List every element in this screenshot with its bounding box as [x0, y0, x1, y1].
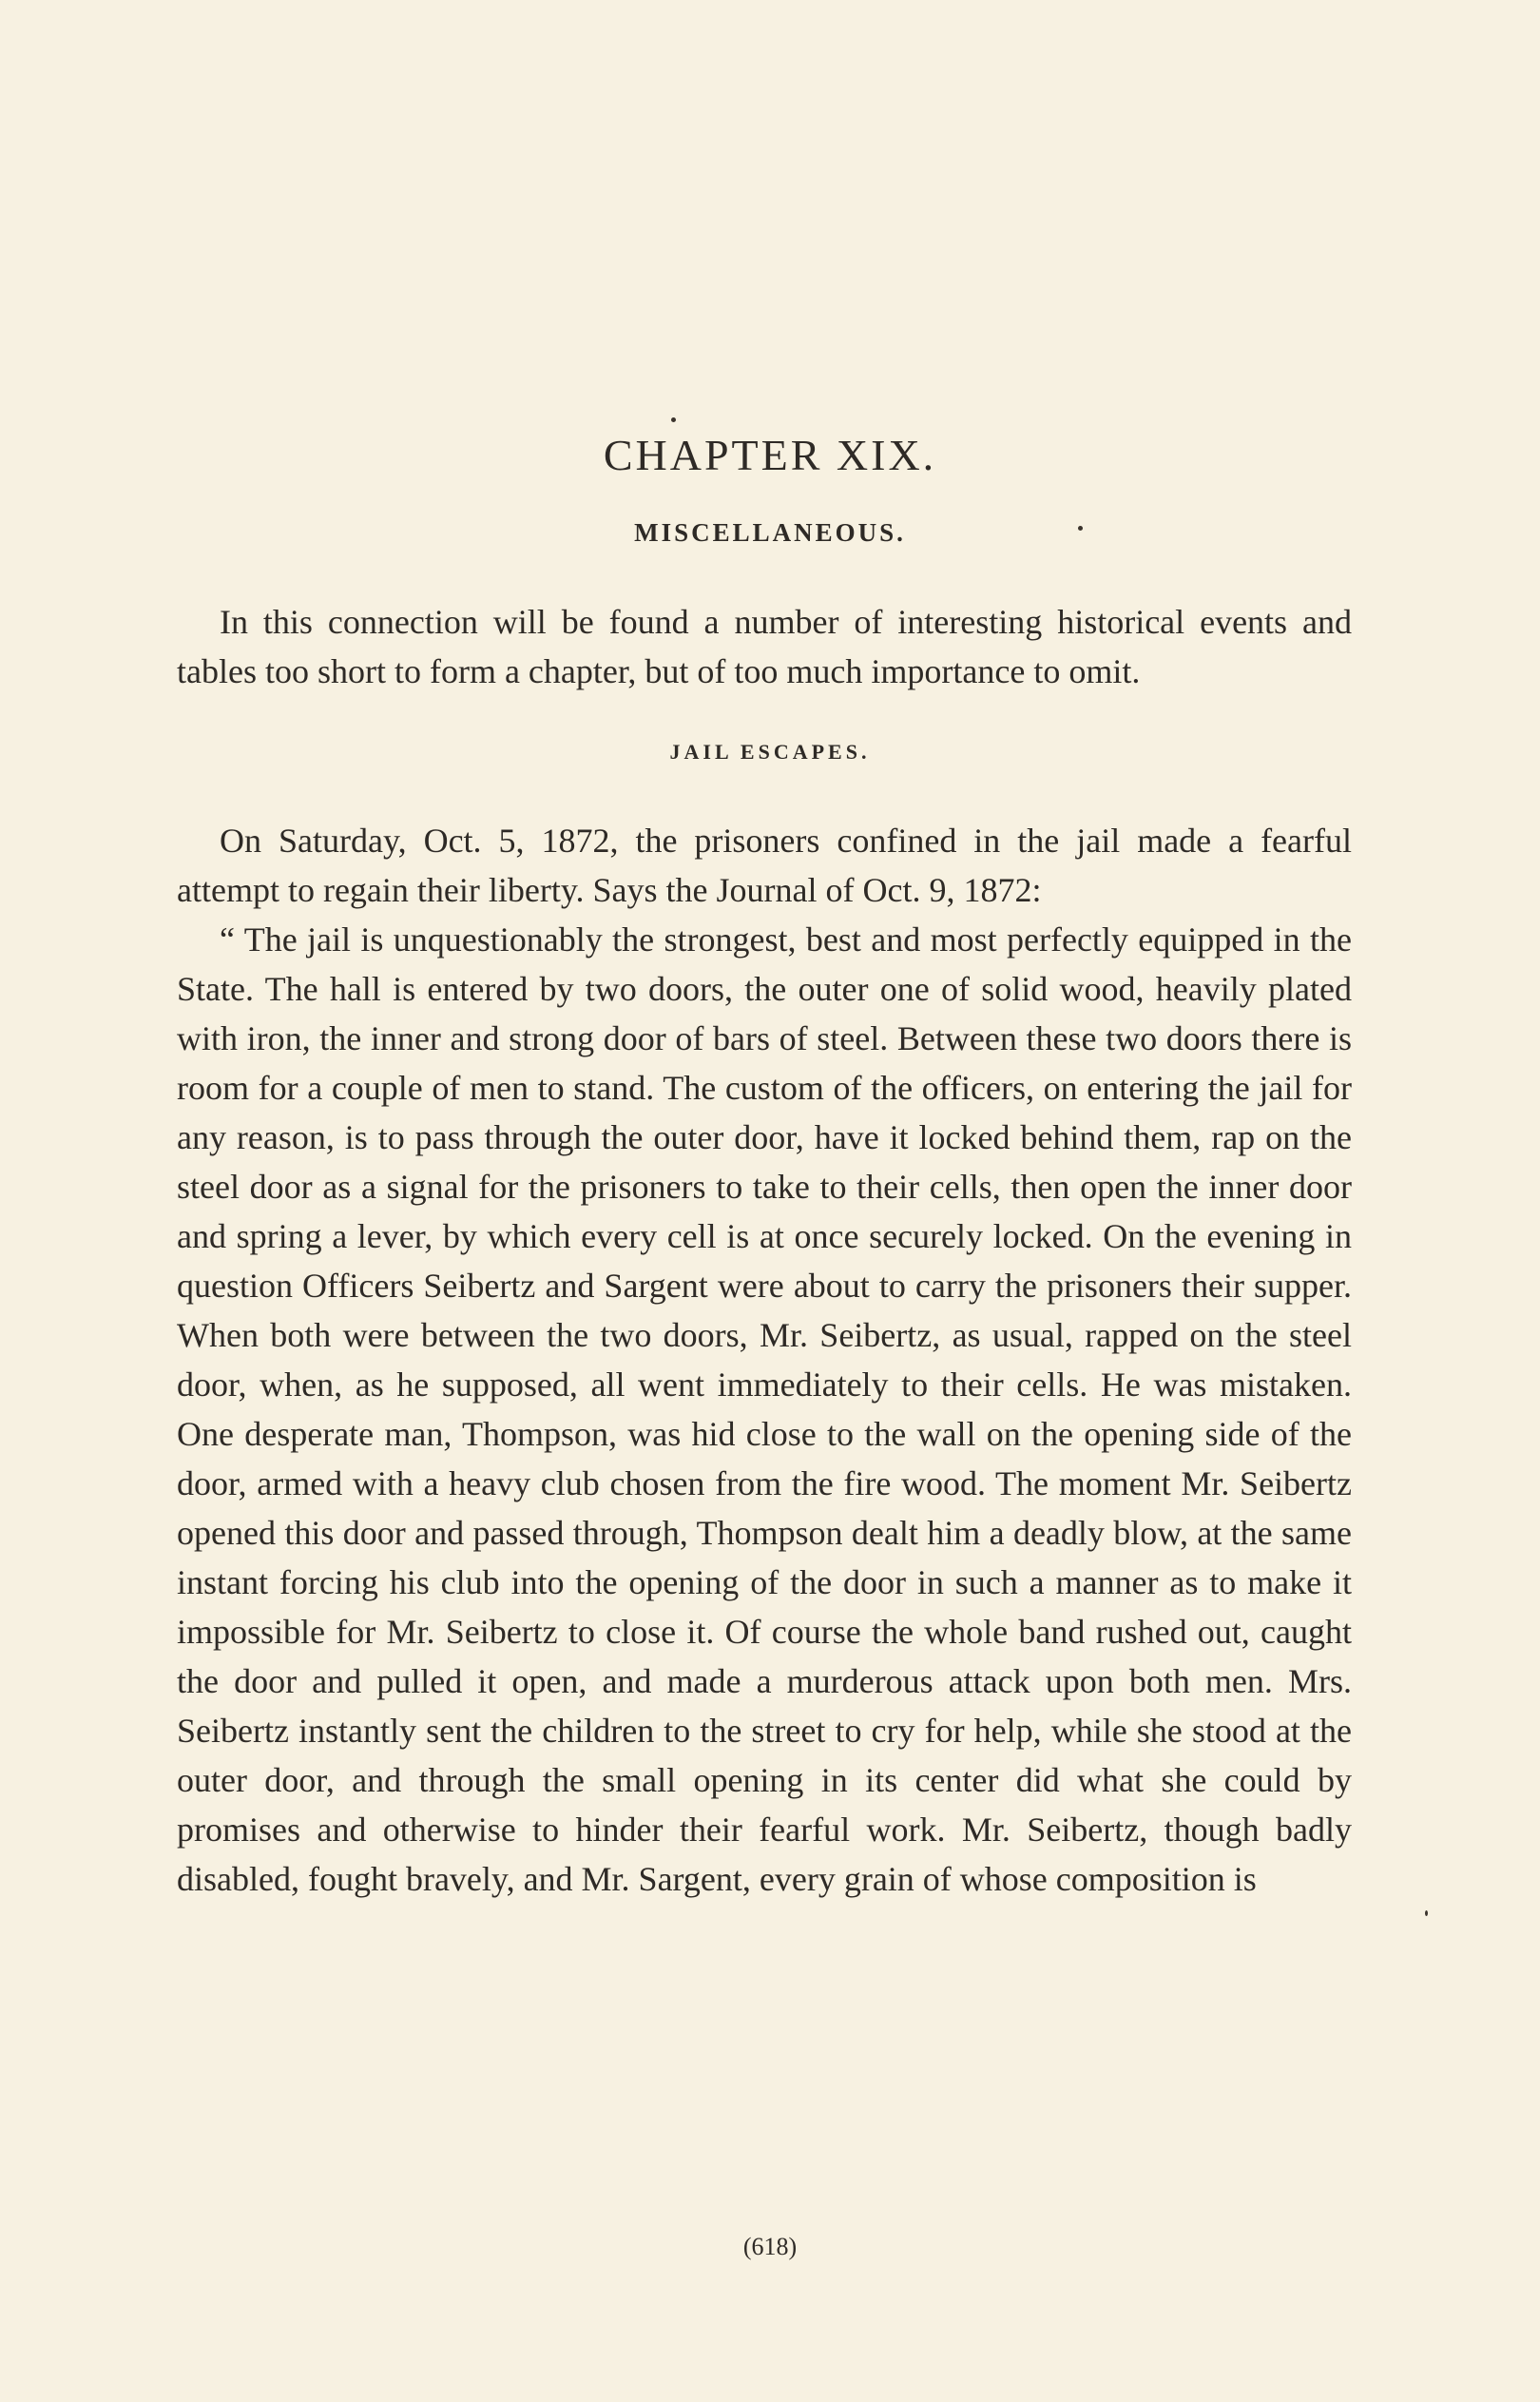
page-number: (618) — [742, 2233, 798, 2260]
chapter-subtitle: MISCELLANEOUS. — [634, 518, 906, 547]
ink-speck — [1425, 1910, 1428, 1916]
section-body — [177, 816, 1352, 1904]
body-paragraph: “ The jail is unquestionably the strongest, best and most perfectly equipped in the State. The hall is entered by two doors, the outer one of solid wood, heavily plated with iron, the inner and strong door of bars of steel. Between these two doors there is room for a couple of men to stand. The custom of the officers, on entering the jail for any reason, is to pass through the outer door, have it locked behind them, rap on the steel door as a signal for the prisoners to take to their cells, then open the inner door and spring a lever, by which every cell is at once securely locked. On the evening in question Officers Seibertz and Sargent were about to carry the prisoners their supper. When both were between the two doors, Mr. Seibertz, as usual, rapped on the steel door, when, as he supposed, all went immediately to their cells. He was mistaken. One desperate man, Thompson, was hid close to the wall on the opening side of the door, armed with a heavy club chosen from the fire wood. The moment Mr. Seibertz opened this door and passed through, Thompson dealt him a deadly blow, at the same instant forcing his club into the opening of the door in such a manner as to make it impossible for Mr. Seibertz to close it. Of course the whole band rushed out, caught the door and pulled it open, and made a murderous attack upon both men. Mrs. Seibertz instantly sent the children to the street to cry for help, while she stood at the outer door, and through the small opening in its center did what she could by promises and otherwise to hinder their fearful work. Mr. Seibertz, though badly disabled, fought bravely, and Mr. Sargent, every grain of whose composition is — [177, 920, 1352, 1898]
ink-speck — [1078, 526, 1083, 531]
chapter-title: CHAPTER XIX. — [603, 431, 937, 479]
ink-speck — [671, 417, 676, 422]
section-heading: JAIL ESCAPES. — [669, 740, 871, 764]
body-paragraph: On Saturday, Oct. 5, 1872, the prisoners confined in the jail made a fearful attempt to regain their liberty. Says the Journal of Oct. 9, 1872: — [177, 822, 1352, 909]
intro-paragraph: In this connection will be found a number of interesting historical events and tables too short to form a chapter, but of too much importance to omit. — [177, 603, 1352, 690]
